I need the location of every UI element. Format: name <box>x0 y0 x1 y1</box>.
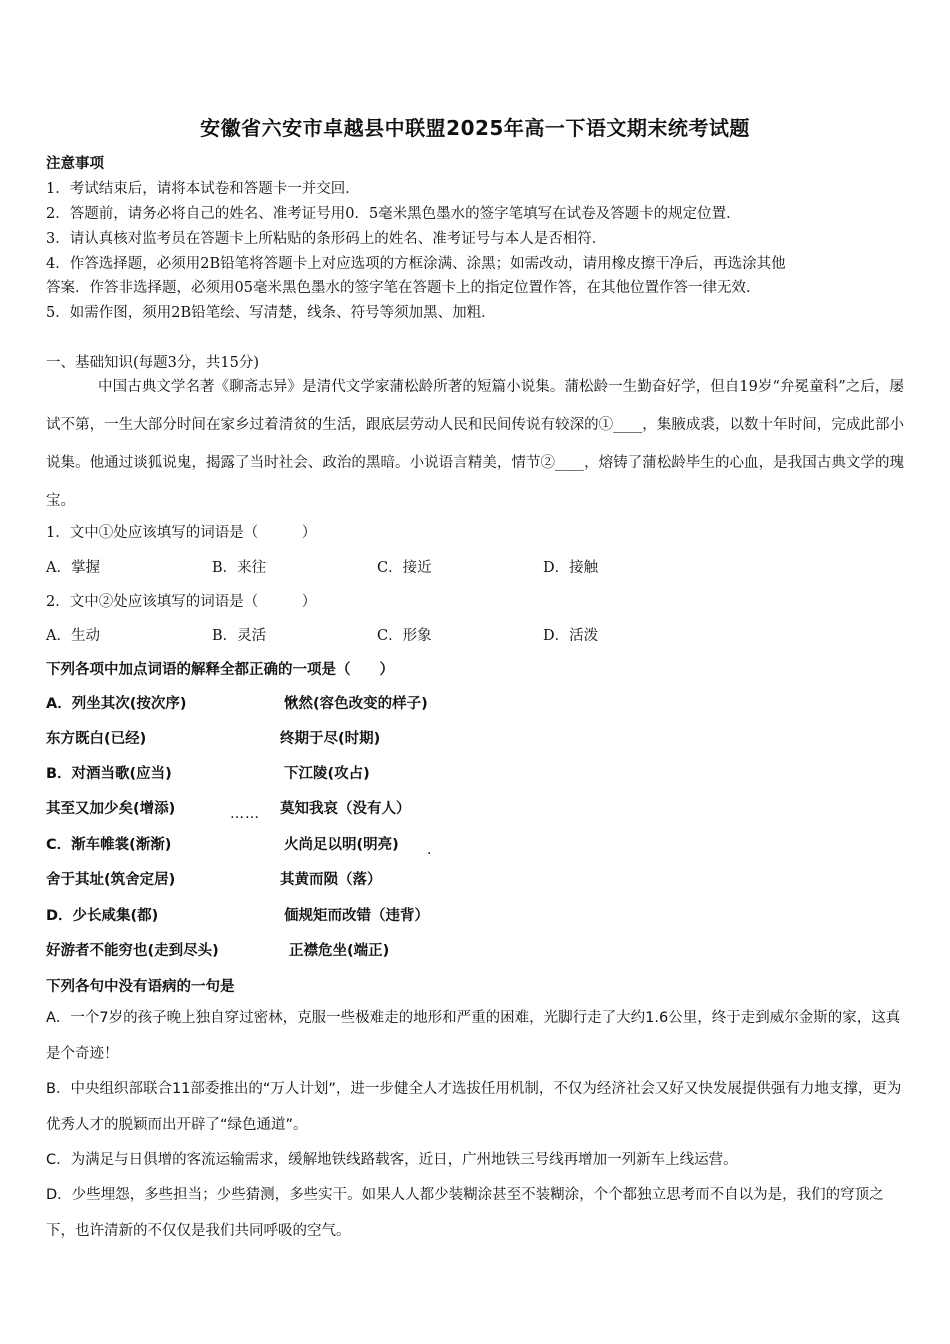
q2-option-b[interactable]: B．灵活 <box>212 628 267 644</box>
q3-option-b-right: 下江陵(攻占) <box>284 766 370 782</box>
q4-option-c[interactable]: C．为满足与日俱增的客流运输需求，缓解地铁线路载客，近日，广州地铁三号线再增加一列新车上线运营。 <box>46 1152 738 1168</box>
q3-row-left: 舍于其址(筑舍定居) <box>46 872 176 888</box>
reading-passage: 中国古典文学名著《聊斋志异》是清代文学家蒲松龄所著的短篇小说集。蒲松龄一生勤奋好学，但自19岁“弁冕童科”之后，屡试不第，一生大部分时间在家乡过着清贫的生活，跟底层劳动人民和民间传说有较深的①____，集腋成裘，以数十年时间，完成此部小说集。他通过谈狐说鬼，揭露了当时社会、政治的黑暗。小说语言精美，情节②____，熔铸了蒲松龄毕生的心血，是我国古典文学的瑰宝。 <box>46 379 904 509</box>
q3-row-left: 好游者不能穷也(走到尽头) <box>46 943 219 959</box>
q1-option-a[interactable]: A．掌握 <box>46 560 100 576</box>
q3-option-c-right: 火尚足以明(明亮) <box>284 837 399 853</box>
question-4-stem: 下列各句中没有语病的一句是 <box>46 979 235 995</box>
notice-item: 1．考试结束后，请将本试卷和答题卡一并交回． <box>46 181 360 197</box>
notice-heading: 注意事项 <box>46 156 104 172</box>
notice-item: 4．作答选择题，必须用2B铅笔将答题卡上对应选项的方框涂满、涂黑；如需改动，请用橡皮擦干净后，再选涂其他 <box>46 256 786 272</box>
q3-option-b-left[interactable]: B．对酒当歌(应当) <box>46 766 172 782</box>
q1-option-c[interactable]: C．接近 <box>377 560 432 576</box>
notice-item: 2．答题前，请务必将自己的姓名、准考证号用0．5毫米黑色墨水的签字笔填写在试卷及答题卡的规定位置． <box>46 206 741 222</box>
q3-row-left: 东方既白(已经) <box>46 731 147 747</box>
emphasis-dot: . <box>427 842 432 858</box>
q3-option-d-right: 偭规矩而改错（违背） <box>284 908 429 924</box>
q3-row-left: 其至又加少矣(增添) <box>46 801 176 817</box>
notice-item: 答案．作答非选择题，必须用05毫米黑色墨水的签字笔在答题卡上的指定位置作答，在其他位置作答一律无效． <box>46 280 761 296</box>
q4-option-d[interactable]: D．少些埋怨，多些担当；少些猜测，多些实干。如果人人都少装糊涂甚至不装糊涂，个个都独立思考而不自以为是，我们的穹顶之下，也许清新的不仅仅是我们共同呼吸的空气。 <box>46 1187 884 1239</box>
q2-option-c[interactable]: C．形象 <box>377 628 432 644</box>
q4-option-a[interactable]: A．一个7岁的孩子晚上独自穿过密林，克服一些极难走的地形和严重的困难，光脚行走了大约1.6公里，终于走到威尔金斯的家，这真是个奇迹！ <box>46 1010 901 1062</box>
q4-option-b[interactable]: B．中央组织部联合11部委推出的“万人计划”，进一步健全人才选拔任用机制，不仅为经济社会又好又快发展提供强有力地支撑，更为优秀人才的脱颖而出开辟了“绿色通道”。 <box>46 1081 902 1133</box>
question-2-stem: 2．文中②处应该填写的词语是（ ） <box>46 594 317 610</box>
q3-row-right: 正襟危坐(端正) <box>289 943 390 959</box>
notice-item: 3．请认真核对监考员在答题卡上所粘贴的条形码上的姓名、准考证号与本人是否相符． <box>46 231 607 247</box>
q3-row-right: 其黄而陨（落） <box>280 872 382 888</box>
q1-option-b[interactable]: B．来往 <box>212 560 267 576</box>
q3-option-a-right: 愀然(容色改变的样子) <box>284 696 428 712</box>
q3-option-a-left[interactable]: A．列坐其次(按次序) <box>46 696 187 712</box>
q3-option-d-left[interactable]: D．少长咸集(都) <box>46 908 159 924</box>
question-3-stem: 下列各项中加点词语的解释全都正确的一项是（ ） <box>46 662 394 678</box>
section-heading: 一、基础知识(每题3分，共15分) <box>46 355 259 371</box>
q1-option-d[interactable]: D．接触 <box>543 560 599 576</box>
q2-option-d[interactable]: D．活泼 <box>543 628 599 644</box>
q3-row-right: 终期于尽(时期) <box>280 731 381 747</box>
emphasis-dots: …… <box>230 806 260 822</box>
notice-item: 5．如需作图，须用2B铅笔绘、写清楚，线条、符号等须加黑、加粗． <box>46 305 496 321</box>
question-1-stem: 1．文中①处应该填写的词语是（ ） <box>46 525 317 541</box>
q2-option-a[interactable]: A．生动 <box>46 628 100 644</box>
page-title: 安徽省六安市卓越县中联盟2025年高一下语文期末统考试题 <box>200 116 750 140</box>
q3-option-c-left[interactable]: C．渐车帷裳(渐渐) <box>46 837 172 853</box>
q3-row-right: 莫知我哀（没有人） <box>280 801 411 817</box>
